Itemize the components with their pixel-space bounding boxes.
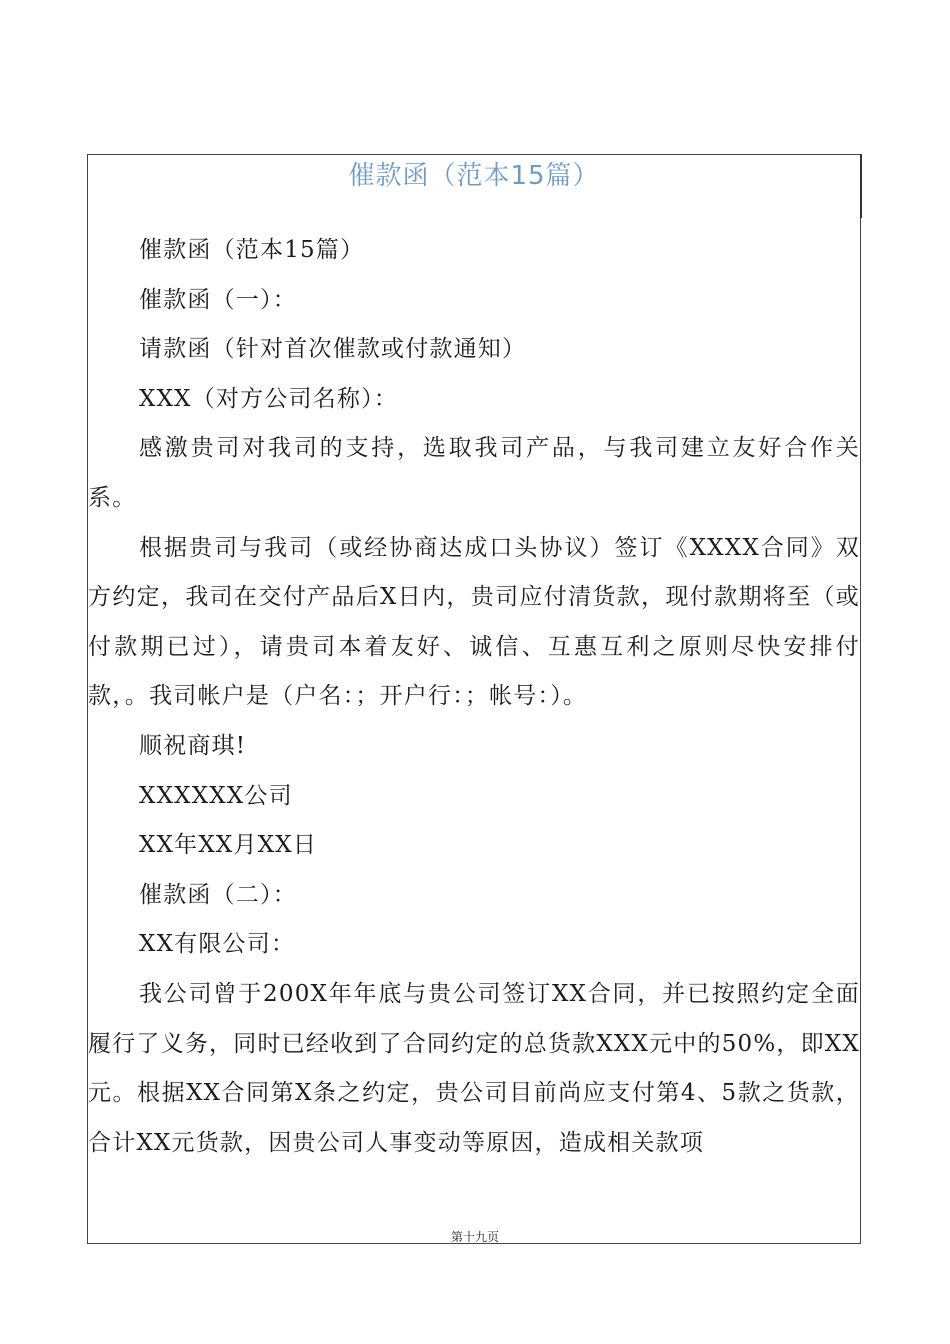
paragraph-section-1: 催款函（一）： xyxy=(139,286,297,313)
frame-mark xyxy=(860,154,862,218)
document-body xyxy=(88,226,860,1168)
paragraph-request: 根据贵司与我司（或经协商达成口头协议）签订《XXXX合同》双方约定，我司在交付产品后X日内，贵司应付清货款，现付款期将至（或付款期已过），请贵司本着友好、诚信、互惠互利之原则尽快安排付款，。我司帐户是（户名：；开户行：；帐号：）。 xyxy=(88,534,860,710)
document-title: 催款函（范本15篇） xyxy=(348,161,600,191)
paragraph-recipient: XX有限公司： xyxy=(139,931,296,958)
paragraph-heading: 催款函（范本15篇） xyxy=(139,237,365,263)
paragraph-closing: 顺祝商琪! xyxy=(139,732,247,759)
paragraph-section-2: 催款函（二）： xyxy=(139,881,297,908)
paragraph-thanks: 感激贵司对我司的支持，选取我司产品，与我司建立友好合作关系。 xyxy=(88,435,860,511)
paragraph-signature: XXXXXX公司 xyxy=(139,782,293,809)
paragraph-salutation: XXX（对方公司名称）： xyxy=(139,385,399,412)
paragraph-date: XX年XX月XX日 xyxy=(139,832,318,859)
paragraph-subject: 请款函（针对首次催款或付款通知） xyxy=(139,336,527,363)
page-number: 第十九页 xyxy=(450,1230,499,1244)
paragraph-contract: 我公司曾于200X年年底与贵公司签订XX合同，并已按照约定全面履行了义务，同时已经收到了合同约定的总货款XXX元中的50%，即XX元。根据XX合同第X条之约定，贵公司目前尚应支付第4、5款之货款，合计XX元货款，因贵公司人事变动等原因，造成相关款项 xyxy=(88,980,860,1156)
